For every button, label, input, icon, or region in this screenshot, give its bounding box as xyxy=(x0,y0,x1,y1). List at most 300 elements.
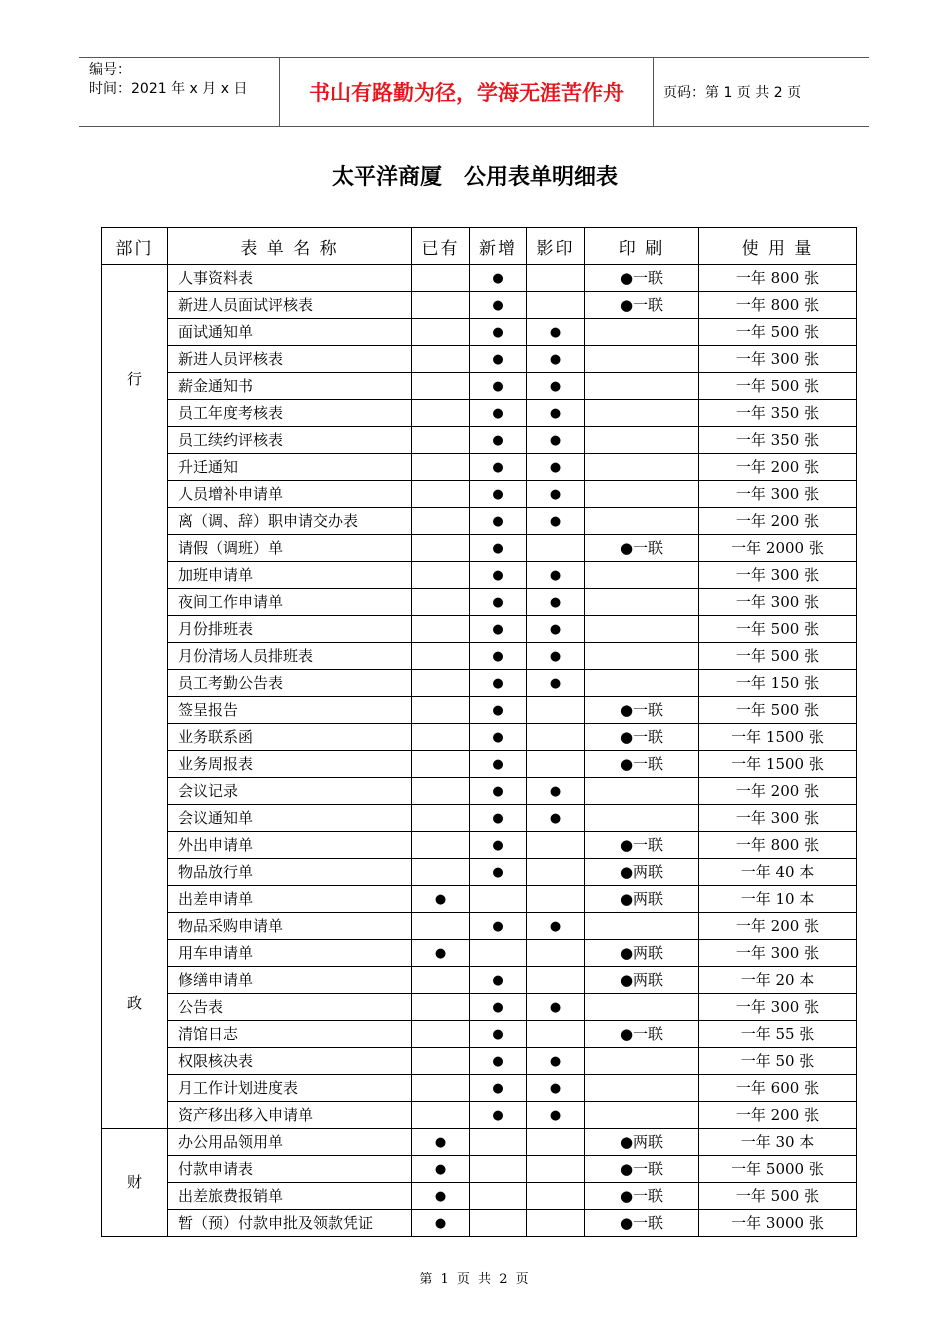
bullet-icon: ● xyxy=(549,568,562,583)
mark-new xyxy=(470,400,527,427)
mark-copy xyxy=(527,1183,585,1210)
usage: 一年 600 张 xyxy=(699,1075,857,1102)
print-info: ●两联 xyxy=(585,940,699,967)
mark-copy xyxy=(527,778,585,805)
table-row xyxy=(102,805,857,832)
usage: 一年 300 张 xyxy=(699,994,857,1021)
mark-existing xyxy=(412,319,470,346)
bullet-icon: ● xyxy=(549,1054,562,1069)
form-name: 付款申请表 xyxy=(168,1156,412,1183)
table-row xyxy=(102,859,857,886)
mark-new xyxy=(470,1021,527,1048)
bullet-icon: ● xyxy=(549,406,562,421)
bullet-icon: ● xyxy=(434,1162,447,1177)
mark-copy xyxy=(527,400,585,427)
mark-existing xyxy=(412,1075,470,1102)
bullet-icon: ● xyxy=(492,568,504,583)
table-row xyxy=(102,400,857,427)
print-info xyxy=(585,481,699,508)
table-row xyxy=(102,778,857,805)
print-info xyxy=(585,616,699,643)
form-name: 离（调、辞）职申请交办表 xyxy=(168,508,412,535)
bullet-icon: ● xyxy=(549,622,562,637)
bullet-icon: ● xyxy=(549,514,562,529)
print-info: ●一联 xyxy=(585,751,699,778)
form-name: 员工年度考核表 xyxy=(168,400,412,427)
mark-copy xyxy=(527,589,585,616)
mark-copy xyxy=(527,1048,585,1075)
form-name: 出差申请单 xyxy=(168,886,412,913)
mark-copy xyxy=(527,616,585,643)
bullet-icon: ● xyxy=(492,541,504,556)
bullet-icon: ● xyxy=(549,649,562,664)
form-name: 业务联系函 xyxy=(168,724,412,751)
col-dept: 部门 xyxy=(102,228,168,265)
mark-existing xyxy=(412,967,470,994)
table-row xyxy=(102,292,857,319)
form-name: 会议通知单 xyxy=(168,805,412,832)
usage: 一年 200 张 xyxy=(699,1102,857,1129)
form-name: 月份排班表 xyxy=(168,616,412,643)
usage: 一年 500 张 xyxy=(699,616,857,643)
usage: 一年 300 张 xyxy=(699,805,857,832)
mark-copy xyxy=(527,1102,585,1129)
col-usage: 使 用 量 xyxy=(699,228,857,265)
print-info: ●两联 xyxy=(585,967,699,994)
mark-copy xyxy=(527,1075,585,1102)
mark-copy xyxy=(527,724,585,751)
usage: 一年 800 张 xyxy=(699,292,857,319)
table-row xyxy=(102,643,857,670)
table-row xyxy=(102,1021,857,1048)
print-info xyxy=(585,1075,699,1102)
mark-new xyxy=(470,751,527,778)
code-label: 编号： xyxy=(89,62,131,78)
mark-existing xyxy=(412,373,470,400)
mark-new xyxy=(470,643,527,670)
bullet-icon: ● xyxy=(549,1000,562,1015)
mark-new xyxy=(470,562,527,589)
table-row xyxy=(102,1102,857,1129)
bullet-icon: ● xyxy=(492,1108,504,1123)
mark-new xyxy=(470,967,527,994)
mark-new xyxy=(470,535,527,562)
mark-new xyxy=(470,508,527,535)
print-info xyxy=(585,778,699,805)
mark-existing xyxy=(412,346,470,373)
table-row xyxy=(102,967,857,994)
mark-existing xyxy=(412,1210,470,1237)
form-name: 员工续约评核表 xyxy=(168,427,412,454)
mark-copy xyxy=(527,670,585,697)
mark-new xyxy=(470,1075,527,1102)
usage: 一年 50 张 xyxy=(699,1048,857,1075)
usage: 一年 300 张 xyxy=(699,481,857,508)
mark-new xyxy=(470,859,527,886)
mark-copy xyxy=(527,1156,585,1183)
time-label: 时间：2021 年 x 月 x 日 xyxy=(89,81,248,97)
bullet-icon: ● xyxy=(549,487,562,502)
print-info xyxy=(585,589,699,616)
usage: 一年 200 张 xyxy=(699,508,857,535)
bullet-icon: ● xyxy=(492,406,504,421)
usage: 一年 30 本 xyxy=(699,1129,857,1156)
form-name: 升迁通知 xyxy=(168,454,412,481)
mark-copy xyxy=(527,265,585,292)
table-row xyxy=(102,940,857,967)
print-info: ●两联 xyxy=(585,886,699,913)
usage: 一年 3000 张 xyxy=(699,1210,857,1237)
mark-existing xyxy=(412,400,470,427)
mark-new xyxy=(470,1183,527,1210)
print-info xyxy=(585,643,699,670)
print-info xyxy=(585,454,699,481)
usage: 一年 55 张 xyxy=(699,1021,857,1048)
form-name: 面试通知单 xyxy=(168,319,412,346)
mark-existing xyxy=(412,724,470,751)
mark-new xyxy=(470,1210,527,1237)
mark-copy xyxy=(527,373,585,400)
print-info: ●一联 xyxy=(585,1021,699,1048)
mark-existing xyxy=(412,481,470,508)
mark-copy xyxy=(527,562,585,589)
bullet-icon: ● xyxy=(492,811,504,826)
mark-existing xyxy=(412,1021,470,1048)
bullet-icon: ● xyxy=(549,1108,562,1123)
bullet-icon: ● xyxy=(434,946,447,961)
dept-admin-bottom: 政 xyxy=(126,994,142,1012)
bullet-icon: ● xyxy=(549,352,562,367)
motto: 书山有路勤为径，学海无涯苦作舟 xyxy=(280,58,654,126)
mark-new xyxy=(470,697,527,724)
table-row xyxy=(102,1048,857,1075)
table-row xyxy=(102,562,857,589)
print-info xyxy=(585,805,699,832)
print-info: ●一联 xyxy=(585,1210,699,1237)
mark-existing xyxy=(412,589,470,616)
table-row xyxy=(102,373,857,400)
mark-new xyxy=(470,832,527,859)
form-name: 暂（预）付款申批及领款凭证 xyxy=(168,1210,412,1237)
mark-copy xyxy=(527,481,585,508)
mark-existing xyxy=(412,778,470,805)
mark-new xyxy=(470,886,527,913)
usage: 一年 200 张 xyxy=(699,778,857,805)
bullet-icon: ● xyxy=(492,1054,504,1069)
mark-existing xyxy=(412,562,470,589)
bullet-icon: ● xyxy=(492,1000,504,1015)
print-info xyxy=(585,670,699,697)
table-row xyxy=(102,454,857,481)
mark-existing xyxy=(412,508,470,535)
print-info: ●一联 xyxy=(585,265,699,292)
table-body xyxy=(102,265,857,1237)
usage: 一年 300 张 xyxy=(699,589,857,616)
bullet-icon: ● xyxy=(492,622,504,637)
usage: 一年 500 张 xyxy=(699,319,857,346)
bullet-icon: ● xyxy=(549,433,562,448)
mark-existing xyxy=(412,670,470,697)
form-name: 请假（调班）单 xyxy=(168,535,412,562)
mark-existing xyxy=(412,913,470,940)
bullet-icon: ● xyxy=(549,379,562,394)
mark-existing xyxy=(412,859,470,886)
bullet-icon: ● xyxy=(549,1081,562,1096)
print-info xyxy=(585,427,699,454)
usage: 一年 5000 张 xyxy=(699,1156,857,1183)
table-row xyxy=(102,751,857,778)
usage: 一年 500 张 xyxy=(699,1183,857,1210)
form-name: 权限核决表 xyxy=(168,1048,412,1075)
mark-existing xyxy=(412,1048,470,1075)
bullet-icon: ● xyxy=(492,352,504,367)
bullet-icon: ● xyxy=(434,892,447,907)
mark-new xyxy=(470,1102,527,1129)
table-row xyxy=(102,1210,857,1237)
usage: 一年 500 张 xyxy=(699,643,857,670)
mark-existing xyxy=(412,535,470,562)
usage: 一年 200 张 xyxy=(699,454,857,481)
form-name: 新进人员评核表 xyxy=(168,346,412,373)
usage: 一年 40 本 xyxy=(699,859,857,886)
bullet-icon: ● xyxy=(492,838,504,853)
table-row xyxy=(102,616,857,643)
bullet-icon: ● xyxy=(492,919,504,934)
table-row xyxy=(102,535,857,562)
mark-existing xyxy=(412,697,470,724)
bullet-icon: ● xyxy=(549,460,562,475)
mark-existing xyxy=(412,265,470,292)
table-row xyxy=(102,724,857,751)
usage: 一年 2000 张 xyxy=(699,535,857,562)
print-info xyxy=(585,913,699,940)
form-name: 办公用品领用单 xyxy=(168,1129,412,1156)
form-name: 人员增补申请单 xyxy=(168,481,412,508)
mark-new xyxy=(470,778,527,805)
print-info xyxy=(585,346,699,373)
mark-copy xyxy=(527,859,585,886)
mark-existing xyxy=(412,616,470,643)
table-row xyxy=(102,427,857,454)
mark-new xyxy=(470,427,527,454)
form-name: 签呈报告 xyxy=(168,697,412,724)
mark-new xyxy=(470,454,527,481)
mark-new xyxy=(470,724,527,751)
mark-new xyxy=(470,1048,527,1075)
form-name: 出差旅费报销单 xyxy=(168,1183,412,1210)
mark-copy xyxy=(527,697,585,724)
mark-copy xyxy=(527,454,585,481)
mark-existing xyxy=(412,1129,470,1156)
table-header-row xyxy=(102,228,857,265)
bullet-icon: ● xyxy=(492,271,504,286)
mark-copy xyxy=(527,1129,585,1156)
table-row xyxy=(102,697,857,724)
print-info xyxy=(585,994,699,1021)
mark-existing xyxy=(412,292,470,319)
usage: 一年 300 张 xyxy=(699,940,857,967)
mark-new xyxy=(470,940,527,967)
dept-finance-cell: 财 xyxy=(102,1129,168,1237)
form-name: 物品放行单 xyxy=(168,859,412,886)
table-row xyxy=(102,265,857,292)
bullet-icon: ● xyxy=(492,298,504,313)
bullet-icon: ● xyxy=(492,757,504,772)
table-row xyxy=(102,1156,857,1183)
bullet-icon: ● xyxy=(492,1027,504,1042)
mark-copy xyxy=(527,994,585,1021)
mark-new xyxy=(470,616,527,643)
table-row xyxy=(102,670,857,697)
mark-new xyxy=(470,805,527,832)
bullet-icon: ● xyxy=(492,730,504,745)
mark-existing xyxy=(412,454,470,481)
bullet-icon: ● xyxy=(492,514,504,529)
table-row xyxy=(102,481,857,508)
document-header xyxy=(79,57,869,127)
form-name: 会议记录 xyxy=(168,778,412,805)
form-name: 加班申请单 xyxy=(168,562,412,589)
form-name: 公告表 xyxy=(168,994,412,1021)
bullet-icon: ● xyxy=(492,460,504,475)
form-name: 业务周报表 xyxy=(168,751,412,778)
col-copy: 影印 xyxy=(527,228,585,265)
usage: 一年 500 张 xyxy=(699,373,857,400)
bullet-icon: ● xyxy=(549,784,562,799)
print-info xyxy=(585,1102,699,1129)
bullet-icon: ● xyxy=(492,487,504,502)
mark-copy xyxy=(527,967,585,994)
mark-copy xyxy=(527,940,585,967)
mark-new xyxy=(470,346,527,373)
mark-copy xyxy=(527,319,585,346)
print-info: ●一联 xyxy=(585,697,699,724)
mark-existing xyxy=(412,1102,470,1129)
form-name: 薪金通知书 xyxy=(168,373,412,400)
bullet-icon: ● xyxy=(492,325,504,340)
print-info: ●一联 xyxy=(585,724,699,751)
form-name: 修缮申请单 xyxy=(168,967,412,994)
mark-new xyxy=(470,319,527,346)
mark-existing xyxy=(412,643,470,670)
col-print: 印 刷 xyxy=(585,228,699,265)
mark-copy xyxy=(527,427,585,454)
mark-copy xyxy=(527,886,585,913)
bullet-icon: ● xyxy=(492,676,504,691)
usage: 一年 150 张 xyxy=(699,670,857,697)
mark-new xyxy=(470,1156,527,1183)
mark-copy xyxy=(527,1210,585,1237)
form-name: 物品采购申请单 xyxy=(168,913,412,940)
usage: 一年 300 张 xyxy=(699,346,857,373)
form-name: 人事资料表 xyxy=(168,265,412,292)
mark-copy xyxy=(527,751,585,778)
print-info: ●两联 xyxy=(585,1129,699,1156)
print-info xyxy=(585,1048,699,1075)
print-info: ●两联 xyxy=(585,859,699,886)
bullet-icon: ● xyxy=(434,1135,447,1150)
form-name: 资产移出移入申请单 xyxy=(168,1102,412,1129)
mark-new xyxy=(470,994,527,1021)
bullet-icon: ● xyxy=(492,649,504,664)
col-new: 新增 xyxy=(470,228,527,265)
bullet-icon: ● xyxy=(549,919,562,934)
usage: 一年 1500 张 xyxy=(699,724,857,751)
mark-new xyxy=(470,292,527,319)
table-row xyxy=(102,832,857,859)
form-name: 用车申请单 xyxy=(168,940,412,967)
mark-existing xyxy=(412,805,470,832)
bullet-icon: ● xyxy=(492,973,504,988)
bullet-icon: ● xyxy=(492,784,504,799)
page-footer: 第 1 页 共 2 页 xyxy=(419,1272,531,1287)
mark-existing xyxy=(412,832,470,859)
usage: 一年 350 张 xyxy=(699,400,857,427)
form-name: 员工考勤公告表 xyxy=(168,670,412,697)
mark-copy xyxy=(527,1021,585,1048)
mark-new xyxy=(470,913,527,940)
print-info xyxy=(585,562,699,589)
usage: 一年 800 张 xyxy=(699,832,857,859)
usage: 一年 1500 张 xyxy=(699,751,857,778)
usage: 一年 800 张 xyxy=(699,265,857,292)
form-name: 清馆日志 xyxy=(168,1021,412,1048)
col-existing: 已有 xyxy=(412,228,470,265)
table-row xyxy=(102,319,857,346)
mark-existing xyxy=(412,427,470,454)
table-row xyxy=(102,1129,857,1156)
print-info: ●一联 xyxy=(585,292,699,319)
mark-existing xyxy=(412,1183,470,1210)
table-row xyxy=(102,589,857,616)
form-name: 新进人员面试评核表 xyxy=(168,292,412,319)
usage: 一年 300 张 xyxy=(699,562,857,589)
table-row xyxy=(102,886,857,913)
dept-admin-top: 行 xyxy=(126,370,142,388)
bullet-icon: ● xyxy=(434,1216,447,1231)
mark-existing xyxy=(412,940,470,967)
header-meta xyxy=(79,58,280,126)
usage: 一年 350 张 xyxy=(699,427,857,454)
mark-copy xyxy=(527,346,585,373)
mark-new xyxy=(470,481,527,508)
page-indicator: 页码：第 1 页 共 2 页 xyxy=(663,85,802,101)
usage: 一年 200 张 xyxy=(699,913,857,940)
mark-new xyxy=(470,265,527,292)
mark-existing xyxy=(412,886,470,913)
bullet-icon: ● xyxy=(549,676,562,691)
form-name: 夜间工作申请单 xyxy=(168,589,412,616)
print-info: ●一联 xyxy=(585,832,699,859)
usage: 一年 20 本 xyxy=(699,967,857,994)
mark-copy xyxy=(527,832,585,859)
table-row xyxy=(102,1075,857,1102)
mark-existing xyxy=(412,994,470,1021)
table-row xyxy=(102,1183,857,1210)
usage: 一年 10 本 xyxy=(699,886,857,913)
bullet-icon: ● xyxy=(492,379,504,394)
bullet-icon: ● xyxy=(549,811,562,826)
mark-new xyxy=(470,670,527,697)
mark-copy xyxy=(527,508,585,535)
form-name: 月份清场人员排班表 xyxy=(168,643,412,670)
form-name: 月工作计划进度表 xyxy=(168,1075,412,1102)
bullet-icon: ● xyxy=(434,1189,447,1204)
form-name: 外出申请单 xyxy=(168,832,412,859)
table-row xyxy=(102,346,857,373)
print-info xyxy=(585,400,699,427)
bullet-icon: ● xyxy=(492,703,504,718)
